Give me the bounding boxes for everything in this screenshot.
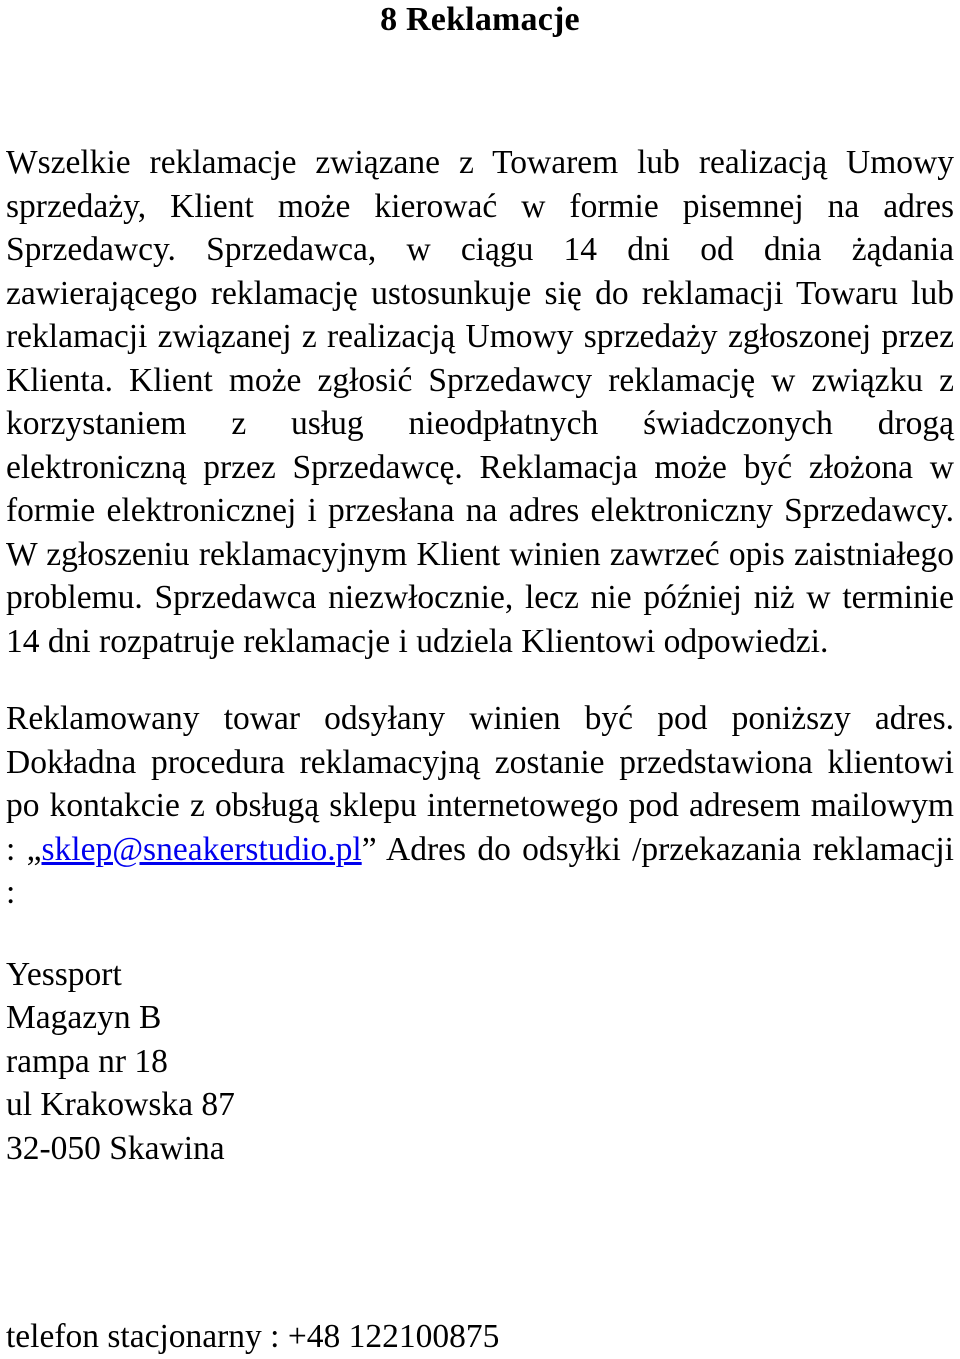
return-address-intro: ” Adres do odsyłki /przekazania reklamacji : bbox=[6, 830, 954, 911]
address-postal-city: 32-050 Skawina bbox=[6, 1129, 225, 1167]
landline-phone: telefon stacjonarny : +48 122100875 bbox=[6, 1318, 500, 1355]
return-address bbox=[6, 953, 954, 1171]
address-ramp: rampa nr 18 bbox=[6, 1042, 168, 1080]
section-heading: 8 Reklamacje bbox=[380, 1, 580, 38]
address-warehouse: Magazyn B bbox=[6, 999, 162, 1036]
address-company: Yessport bbox=[6, 955, 122, 993]
address-street: ul Krakowska 87 bbox=[6, 1086, 235, 1123]
return-procedure-text: Reklamowany towar odsyłany winien być pod poniższy adres. Dokładna procedura reklamacyjną zostanie przedstawiona klientowi po kontakcie z obsługą sklepu internetowego pod adresem mailowym : „ bbox=[6, 700, 954, 868]
complaints-paragraph: Wszelkie reklamacje związane z Towarem lub realizacją Umowy sprzedaży, Klient może kierować w formie pisemnej na adres Sprzedawcy. Sprzedawca, w ciągu 14 dni od dnia żądania zawierającego reklamację ustosunkuje się do reklamacji Towaru lub reklamacji związanej z realizacją Umowy sprzedaży zgłoszonej przez Klienta. Klient może zgłosić Sprzedawcy reklamację w związku z korzystaniem z usług nieodpłatnych świadczonych drogą elektroniczną przez Sprzedawcę. Reklamacja może być złożona w formie elektronicznej i przesłana na adres elektroniczny Sprzedawcy. W zgłoszeniu reklamacyjnym Klient winien zawrzeć opis zaistniałego problemu. Sprzedawca niezwłocznie, lecz nie później niż w terminie 14 dni rozpatruje reklamacje i udziela Klientowi odpowiedzi. bbox=[6, 144, 954, 660]
email-link[interactable]: sklep@sneakerstudio.pl bbox=[41, 830, 362, 868]
document-page bbox=[6, 0, 954, 1355]
return-procedure-paragraph bbox=[6, 697, 954, 915]
